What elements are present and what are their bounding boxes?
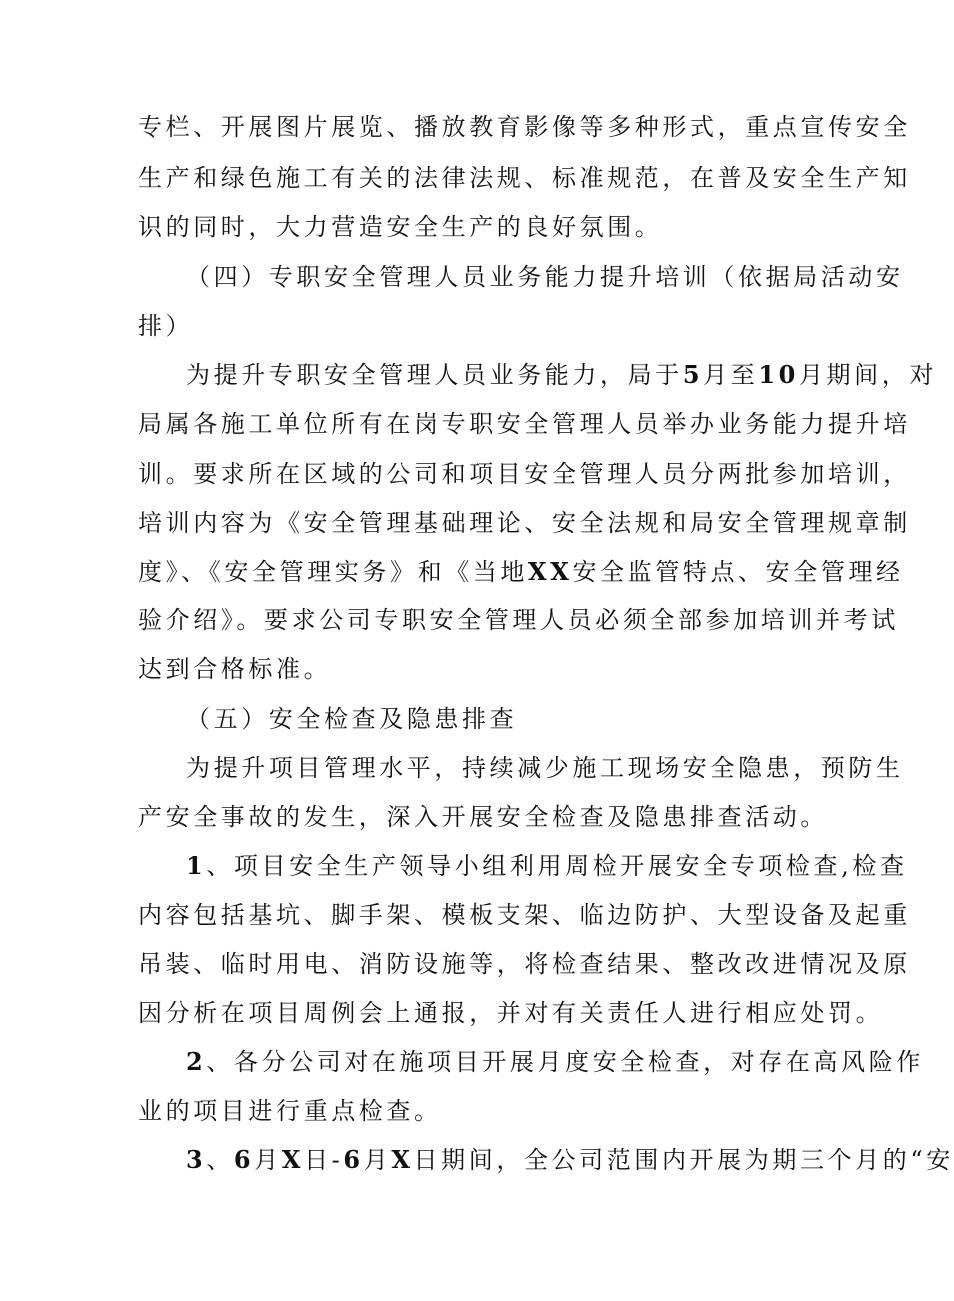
- paragraph-line: 培训内容为《安全管理基础理论、安全法规和局安全管理规章制: [138, 509, 911, 537]
- paragraph-line: 内容包括基坑、脚手架、模板支架、临边防护、大型设备及起重: [138, 901, 911, 929]
- section-heading-5: （五）安全检查及隐患排查: [186, 705, 518, 733]
- paragraph-line: 因分析在项目周例会上通报，并对有关责任人进行相应处罚。: [138, 999, 884, 1027]
- paragraph-line: 为提升专职安全管理人员业务能力，局于5月至10月期间，对: [186, 360, 937, 389]
- paragraph-line: 为提升项目管理水平，持续减少施工现场安全隐患，预防生: [186, 754, 904, 782]
- paragraph-line: 验介绍》。要求公司专职安全管理人员必须全部参加培训并考试: [138, 606, 899, 634]
- paragraph-line: 训。要求所在区域的公司和项目安全管理人员分两批参加培训，: [138, 460, 911, 488]
- section-heading-4: （四）专职安全管理人员业务能力提升培训（依据局活动安: [186, 263, 904, 291]
- paragraph-line: 专栏、开展图片展览、播放教育影像等多种形式，重点宣传安全: [138, 113, 911, 141]
- paragraph-line: 产安全事故的发生，深入开展安全检查及隐患排查活动。: [138, 803, 828, 831]
- paragraph-line: 业的项目进行重点检查。: [138, 1097, 442, 1125]
- paragraph-line: 生产和绿色施工有关的法律法规、标准规范，在普及安全生产知: [138, 164, 911, 192]
- list-item-2: 2、各分公司对在施项目开展月度安全检查，对存在高风险作: [186, 1047, 924, 1076]
- paragraph-line: 度》、《安全管理实务》和《当地XX安全监管特点、安全管理经: [138, 557, 904, 586]
- section-heading-4-continued: 排）: [138, 312, 194, 340]
- paragraph-line: 局属各施工单位所有在岗专职安全管理人员举办业务能力提升培: [138, 410, 911, 438]
- list-item-3: 3、6月X日-6月X日期间，全公司范围内开展为期三个月的“安: [186, 1145, 954, 1174]
- paragraph-line: 识的同时，大力营造安全生产的良好氛围。: [138, 213, 663, 241]
- paragraph-line: 达到合格标准。: [138, 655, 332, 683]
- paragraph-line: 吊装、临时用电、消防设施等，将检查结果、整改改进情况及原: [138, 950, 911, 978]
- list-item-1: 1、项目安全生产领导小组利用周检开展安全专项检查,检查: [186, 851, 908, 880]
